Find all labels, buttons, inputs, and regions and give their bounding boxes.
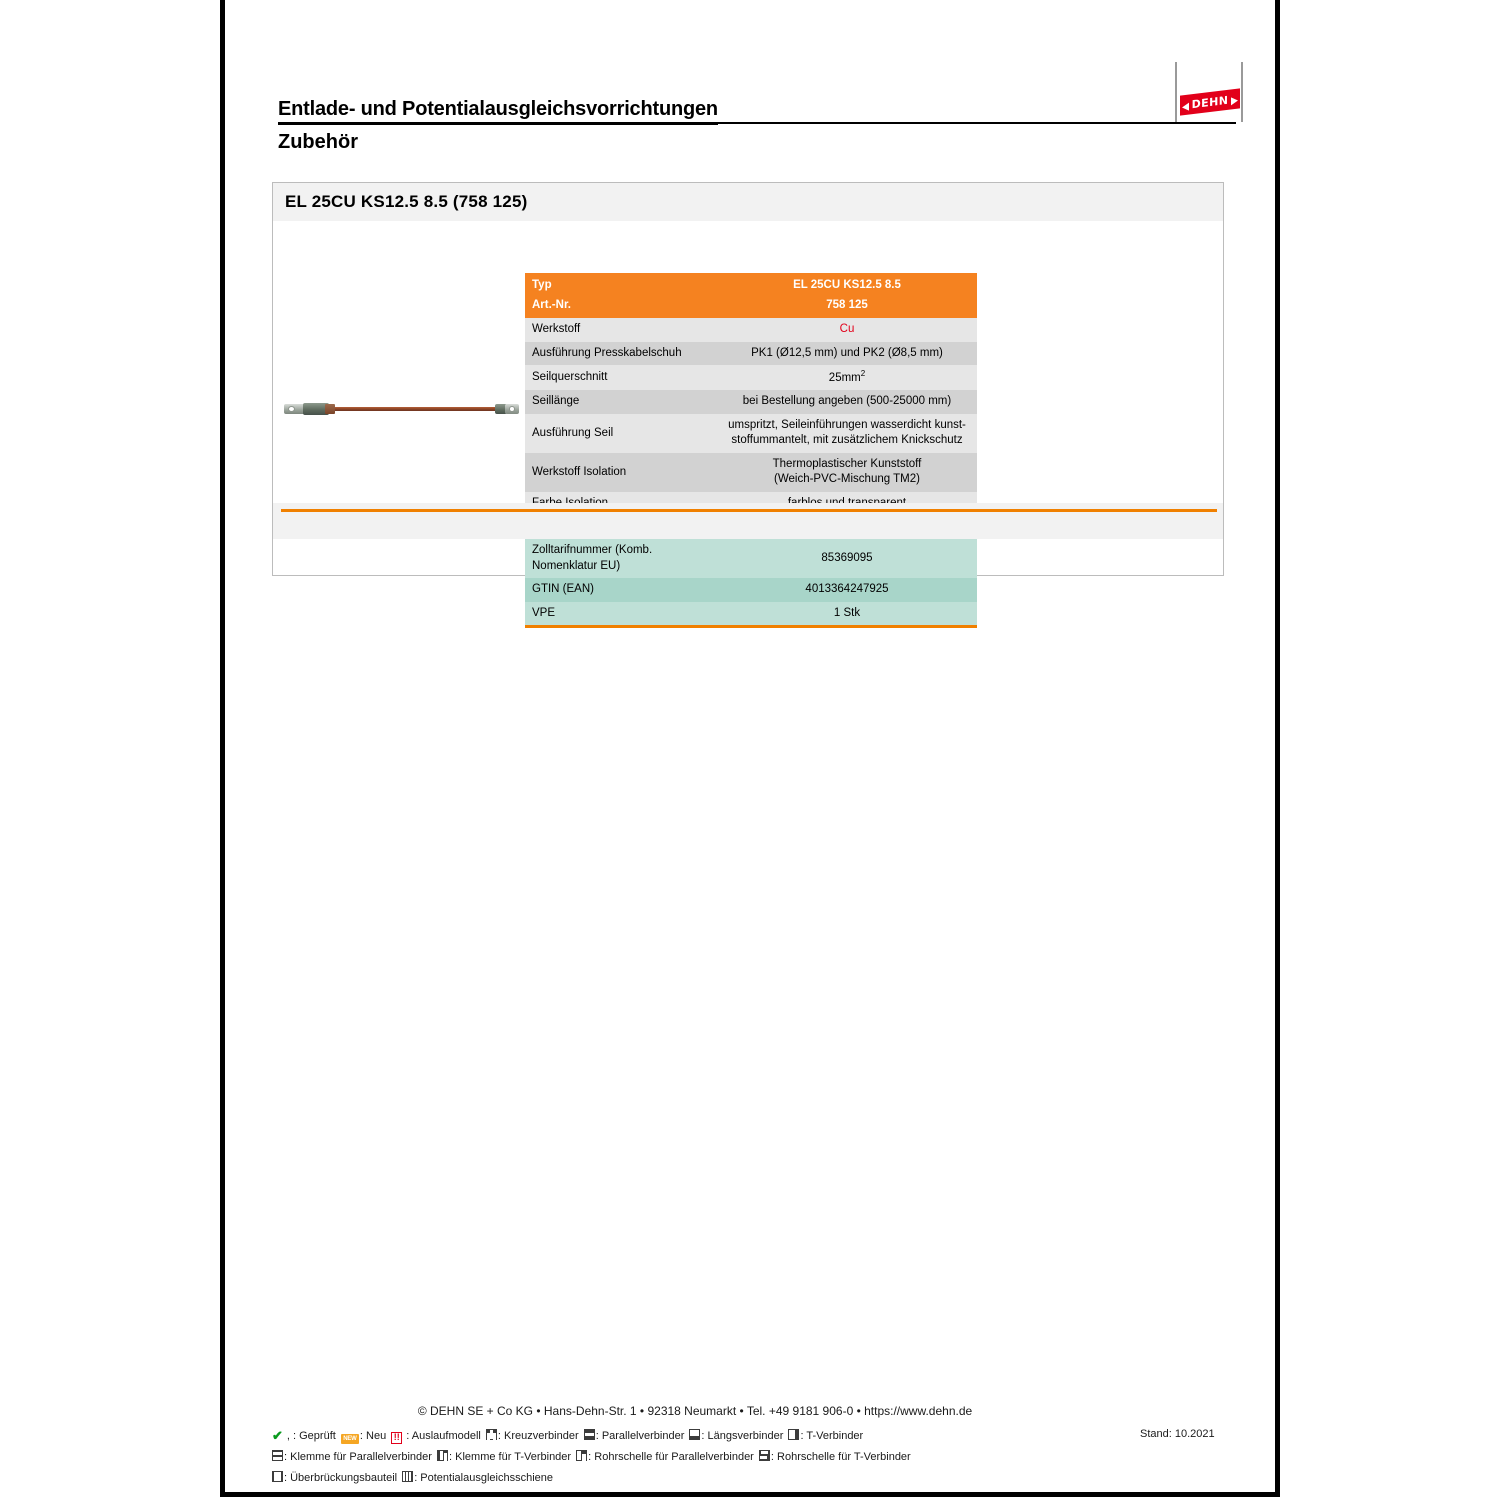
legend-row-1 [272,1425,1152,1447]
longitudinal-connector-icon [689,1429,700,1440]
cell-key: Art.-Nr. [525,296,717,319]
cell-key: GTIN (EAN) [525,578,717,602]
check-icon: ✔ [272,1428,283,1443]
end-of-life-icon: !! [391,1432,402,1444]
legend-row-3 [272,1468,1152,1489]
cell-key: Seilquerschnitt [525,365,717,390]
legend-label: : T-Verbinder [800,1430,864,1442]
table-row [525,602,977,626]
page-title-primary: Entlade- und Potentialausgleichsvorrichtungen [278,98,718,125]
legend-item-laengsverbinder [689,1430,783,1442]
cell-value [717,365,977,390]
cell-value-line-1: umspritzt, Seileinführungen wasserdicht kunst- [728,418,966,431]
legend-item-klemme-t [437,1451,571,1463]
pipe-clamp-tee-icon [759,1450,770,1461]
dehn-logo-text: DEHN [1191,93,1229,111]
equipotential-busbar-icon [402,1471,413,1482]
legend-item-auslaufmodell [391,1430,481,1442]
cell-value: Cu [717,318,977,342]
card-accent-line [281,509,1217,512]
table-accent-underline [525,625,977,628]
legend-item-t-verbinder [788,1430,863,1442]
legend-label: : Rohrschelle für Parallelverbinder [588,1451,754,1463]
page-footer [272,1404,1232,1489]
legend-label: : Längsverbinder [701,1430,784,1442]
cell-value-text: $25mm^2$ [828,369,866,384]
product-card [272,182,1224,619]
tee-connector-icon [788,1429,799,1440]
cell-value: 1 Stk [717,602,977,626]
logo-arrow-left-icon [1182,103,1189,112]
cross-connector-icon [486,1429,497,1440]
legend-item-kreuzverbinder [486,1430,579,1442]
cell-value: 85369095 [717,539,977,578]
legend-item-rohrschelle-t [759,1451,911,1463]
dehn-logo [1175,62,1243,122]
legend-item-ueberbrueckungsbauteil [272,1472,397,1484]
clamp-tee-icon [437,1450,448,1461]
legend-label: : Kreuzverbinder [497,1430,579,1442]
legend-item-parallelverbinder [584,1430,685,1442]
cell-key: Seillänge [525,390,717,414]
cable-lug-left-hole-graphic [288,406,295,412]
page-title-secondary: Zubehör [278,131,358,153]
legend-item-rohrschelle-parallel [576,1451,754,1463]
table-row-header-type [525,273,977,296]
product-card-header [273,183,1223,221]
page-header [278,98,1038,154]
cell-value-line-2: (Weich-PVC-Mischung TM2) [774,473,920,486]
new-badge-icon: NEW [341,1434,359,1444]
product-card-body [273,221,1223,619]
cell-value-line-2: stoffummantelt, mit zusätzlichem Knickschutz [731,434,963,447]
table-row [525,390,977,414]
table-row [525,578,977,602]
cell-key-line-1: Zolltarifnummer (Komb. [532,544,653,557]
legend-label: : Auslaufmodell [406,1430,481,1442]
cell-value: 758 125 [717,296,977,319]
cell-key-line-2: Nomenklatur EU) [532,559,621,572]
product-image [281,396,521,422]
cell-key [525,539,717,578]
cable-wire-graphic [319,407,499,411]
dehn-logo-mark [1180,88,1240,115]
table-row [525,318,977,342]
legend-item-geprueft [272,1430,336,1442]
legend-label: , : Geprüft [286,1430,336,1442]
cell-key: Werkstoff Isolation [525,453,717,492]
parallel-connector-icon [584,1429,595,1440]
bridging-component-icon [272,1471,283,1482]
legend-label: : Neu [359,1430,387,1442]
legend-item-potentialausgleichsschiene [402,1472,553,1484]
specification-table [525,273,977,625]
table-row [525,414,977,453]
legend-label: : Klemme für T-Verbinder [449,1451,572,1463]
footer-legend [272,1425,1152,1489]
cell-key: Ausführung Seil [525,414,717,453]
table-row [525,539,977,578]
cell-value: EL 25CU KS12.5 8.5 [717,273,977,296]
logo-arrow-right-icon [1231,97,1238,106]
table-row [525,342,977,366]
pipe-clamp-parallel-icon [576,1450,587,1461]
table-row-header-artnr [525,296,977,319]
table-row [525,453,977,492]
cell-value: bei Bestellung angeben (500-25000 mm) [717,390,977,414]
cable-lug-right-hole-graphic [509,406,515,412]
product-title: EL 25CU KS12.5 8.5 (758 125) [285,192,528,211]
legend-label: : Potentialausgleichsschiene [414,1472,553,1484]
cell-value [717,453,977,492]
cell-key: Ausführung Presskabelschuh [525,342,717,366]
legend-item-klemme-parallel [272,1451,432,1463]
cable-lug-left-crimp-graphic [325,404,335,414]
cell-value-line-1: Thermoplastischer Kunststoff [772,457,922,470]
legend-row-2 [272,1447,1152,1468]
cell-value: PK1 (Ø12,5 mm) und PK2 (Ø8,5 mm) [717,342,977,366]
footer-company-line: © DEHN SE + Co KG • Hans-Dehn-Str. 1 • 92318 Neumarkt • Tel. +49 9181 906-0 • https://www.dehn.de [417,1404,973,1418]
cell-key: VPE [525,602,717,626]
legend-label: : Klemme für Parallelverbinder [284,1451,432,1463]
cell-key: Werkstoff [525,318,717,342]
header-divider [278,122,1236,124]
legend-label: : Rohrschelle für T-Verbinder [770,1451,911,1463]
footer-stand-date: Stand: 10.2021 [1140,1428,1215,1440]
table-row [525,365,977,390]
legend-label: : Parallelverbinder [595,1430,685,1442]
clamp-parallel-icon [272,1450,283,1461]
cell-value: 4013364247925 [717,578,977,602]
cell-value [717,414,977,453]
legend-label: : Überbrückungsbauteil [284,1472,398,1484]
legend-item-neu [341,1430,386,1442]
cell-key: Typ [525,273,717,296]
